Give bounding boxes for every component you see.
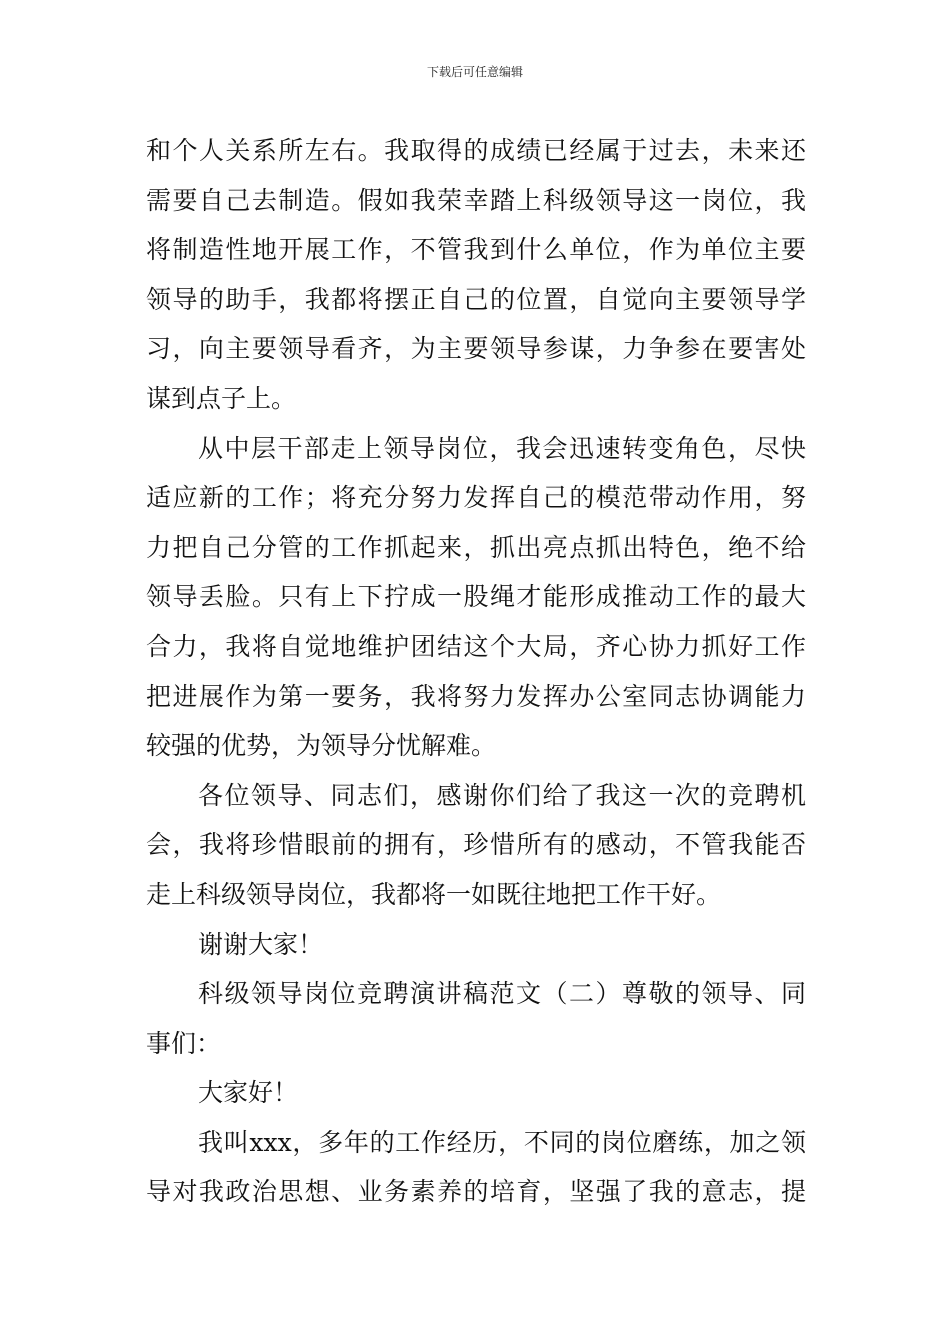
text-line: 领导丢脸。只有上下拧成一股绳才能形成推动工作的最大 [146, 582, 806, 612]
text-line: 我叫xxx，多年的工作经历，不同的岗位磨练，加之领 [198, 1127, 806, 1157]
text-line: 把进展作为第一要务，我将努力发挥办公室同志协调能力 [146, 681, 806, 711]
text-line: 力把自己分管的工作抓起来，抓出亮点抓出特色，绝不给 [146, 532, 806, 562]
text-line: 各位领导、同志们，感谢你们给了我这一次的竞聘机 [198, 780, 806, 810]
text-line: 谋到点子上。 [146, 383, 297, 413]
text-line: 科级领导岗位竞聘演讲稿范文（二）尊敬的领导、同 [198, 979, 806, 1009]
text-line: 适应新的工作；将充分努力发挥自己的模范带动作用，努 [146, 483, 806, 513]
text-line: 习，向主要领导看齐，为主要领导参谋，力争参在要害处 [146, 334, 806, 364]
text-line: 将制造性地开展工作，不管我到什么单位，作为单位主要 [146, 235, 806, 265]
text-line: 大家好！ [198, 1078, 299, 1108]
text-line: 合力，我将自觉地维护团结这个大局，齐心协力抓好工作 [146, 631, 806, 661]
text-line: 事们： [146, 1028, 222, 1058]
document-body [146, 126, 806, 1217]
page-header: 下载后可任意编辑 [426, 65, 523, 79]
text-line: 谢谢大家！ [198, 929, 324, 959]
text-line: 走上科级领导岗位，我都将一如既往地把工作干好。 [146, 879, 722, 909]
text-line: 和个人关系所左右。我取得的成绩已经属于过去，未来还 [146, 136, 806, 165]
text-line: 较强的优势，为领导分忧解难。 [146, 731, 497, 761]
text-line: 导对我政治思想、业务素养的培育，坚强了我的意志，提 [146, 1177, 806, 1207]
text-line: 会，我将珍惜眼前的拥有，珍惜所有的感动，不管我能否 [146, 830, 806, 860]
text-line: 领导的助手，我都将摆正自己的位置，自觉向主要领导学 [146, 284, 806, 314]
text-line: 从中层干部走上领导岗位，我会迅速转变角色，尽快 [198, 433, 806, 463]
text-line: 需要自己去制造。假如我荣幸踏上科级领导这一岗位，我 [146, 185, 806, 215]
